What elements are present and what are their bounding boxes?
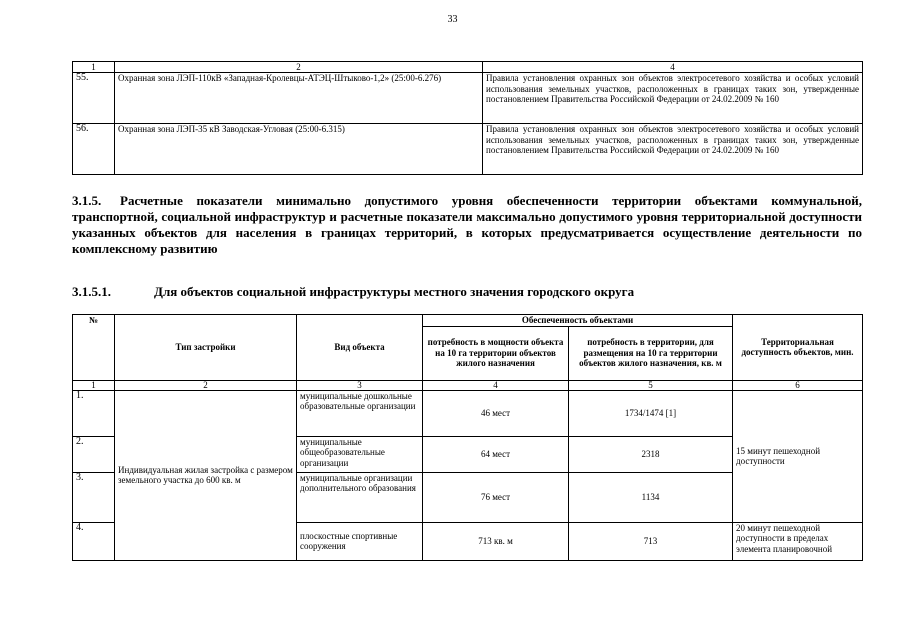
column-index: 1 [73,380,115,390]
zone-name: Охранная зона ЛЭП-110кВ «Западная-Кролевцы-АТЭЦ-Штыково-1,2» (25:00-6.276) [115,73,483,124]
table-row [73,73,863,124]
table-header-row [73,62,863,73]
header-territory: потребность в территории, для размещения на 10 га территории объектов жилого назначения, кв. м [569,326,733,380]
table-header-row [73,315,863,327]
zone-basis: Правила установления охранных зон объектов электросетевого хозяйства и особых условий использования земельных участков, расположенных в границах таких зон, утвержденные постановлением Правительства Российской Федерации от 24.02.2009 № 160 [483,124,863,175]
accessibility-value: 15 минут пешеходной доступности [733,390,863,522]
header-provision: Обеспеченность объектами [423,315,733,327]
row-number: 2. [73,436,115,472]
header-col-4: 4 [483,62,863,73]
header-col-2: 2 [115,62,483,73]
object-type: муниципальные организации дополнительного образования [297,472,423,522]
header-object-type: Вид объекта [297,315,423,381]
section-heading-3-1-5-1 [72,284,862,300]
row-number: 4. [73,522,115,560]
table-row [73,124,863,175]
zone-name: Охранная зона ЛЭП-35 кВ Заводская-Угловая (25:00-6.315) [115,124,483,175]
territory-value: 713 [569,522,733,560]
capacity-value: 64 мест [423,436,569,472]
territory-value: 1734/1474 [1] [569,390,733,436]
header-development-type: Тип застройки [115,315,297,381]
header-capacity: потребность в мощности объекта на 10 га территории объектов жилого назначения [423,326,569,380]
section-number: 3.1.5.1. [72,284,111,299]
zone-basis: Правила установления охранных зон объектов электросетевого хозяйства и особых условий использования земельных участков, расположенных в границах таких зон, утвержденные постановлением Правительства Российской Федерации от 24.02.2009 № 160 [483,73,863,124]
capacity-value: 46 мест [423,390,569,436]
utility-zones-table [72,61,863,175]
social-infrastructure-table [72,314,863,561]
column-index-row [73,380,863,390]
territory-value: 2318 [569,436,733,472]
section-title: Для объектов социальной инфраструктуры местного значения городского округа [154,284,635,299]
column-index: 2 [115,380,297,390]
column-index: 5 [569,380,733,390]
column-index: 6 [733,380,863,390]
accessibility-value: 20 минут пешеходной доступности в пределах элемента планировочной [733,522,863,560]
capacity-value: 713 кв. м [423,522,569,560]
section-number: 3.1.5. [72,193,102,208]
table-row [73,390,863,436]
header-num: № [73,315,115,381]
section-title: Расчетные показатели минимально допустимого уровня обеспеченности территории объектами коммунальной, транспортной, социальной инфраструктур и расчетные показатели максимально допустимого уровня территориальной доступности указанных объектов для населения в границах территорий, в которых предусматривается осуществление деятельности по комплексному развитию [72,193,862,256]
row-number: 1. [73,390,115,436]
header-col-1: 1 [73,62,115,73]
object-type: муниципальные общеобразовательные организации [297,436,423,472]
column-index: 3 [297,380,423,390]
column-index: 4 [423,380,569,390]
header-accessibility: Территориальная доступность объектов, мин. [733,315,863,381]
territory-value: 1134 [569,472,733,522]
object-type: муниципальные дошкольные образовательные организации [297,390,423,436]
object-type: плоскостные спортивные сооружения [297,522,423,560]
row-number: 55. [73,73,115,124]
row-number: 56. [73,124,115,175]
section-heading-3-1-5 [72,193,862,257]
capacity-value: 76 мест [423,472,569,522]
row-number: 3. [73,472,115,522]
page-number: 33 [447,14,458,25]
development-type: Индивидуальная жилая застройка с размером земельного участка до 600 кв. м [115,390,297,560]
